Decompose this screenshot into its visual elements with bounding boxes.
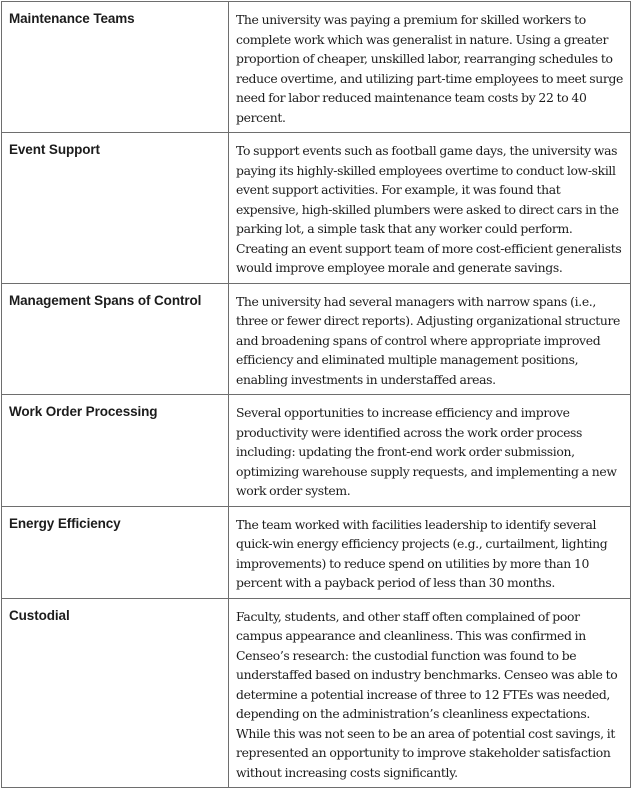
row-description-work-order-processing: Several opportunities to increase efficiency and improve productivity were identified across the work order process including: updating the front-end work order submission, optimizing warehouse supply requests, and implementing a new work order system.: [229, 395, 631, 507]
row-label-maintenance-teams: Maintenance Teams: [2, 2, 229, 133]
table-row: [2, 598, 631, 788]
row-description-management-spans: The university had several managers with narrow spans (i.e., three or fewer direct reports). Adjusting organizational structure and broadening spans of control where appropriate improved efficiency and eliminated multiple management positions, enabling investments in understaffed areas.: [229, 283, 631, 395]
findings-table: [1, 1, 631, 788]
row-label-energy-efficiency: Energy Efficiency: [2, 506, 229, 598]
row-label-work-order-processing: Work Order Processing: [2, 395, 229, 507]
table-row: [2, 506, 631, 598]
row-label-event-support: Event Support: [2, 133, 229, 284]
row-label-management-spans: Management Spans of Control: [2, 283, 229, 395]
row-description-custodial: Faculty, students, and other staff often complained of poor campus appearance and cleanliness. This was confirmed in Censeo’s research: the custodial function was found to be understaffed based on industry benchmarks. Censeo was able to determine a potential increase of three to 12 FTEs was needed, depending on the administration’s cleanliness expectations. While this was not seen to be an area of potential cost savings, it represented an opportunity to improve stakeholder satisfaction without increasing costs significantly.: [229, 598, 631, 788]
row-description-event-support: To support events such as football game days, the university was paying its highly-skilled employees overtime to conduct low-skill event support activities. For example, it was found that expensive, high-skilled plumbers were asked to direct cars in the parking lot, a simple task that any worker could perform. Creating an event support team of more cost-efficient generalists would improve employee morale and generate savings.: [229, 133, 631, 284]
table-row: [2, 2, 631, 133]
table-row: [2, 395, 631, 507]
row-label-custodial: Custodial: [2, 598, 229, 788]
table-row: [2, 283, 631, 395]
row-description-maintenance-teams: The university was paying a premium for skilled workers to complete work which was generalist in nature. Using a greater proportion of cheaper, unskilled labor, rearranging schedules to reduce overtime, and utilizing part-time employees to meet surge need for labor reduced maintenance team costs by 22 to 40 percent.: [229, 2, 631, 133]
table-row: [2, 133, 631, 284]
row-description-energy-efficiency: The team worked with facilities leadership to identify several quick-win energy efficiency projects (e.g., curtailment, lighting improvements) to reduce spend on utilities by more than 10 percent with a payback period of less than 30 months.: [229, 506, 631, 598]
